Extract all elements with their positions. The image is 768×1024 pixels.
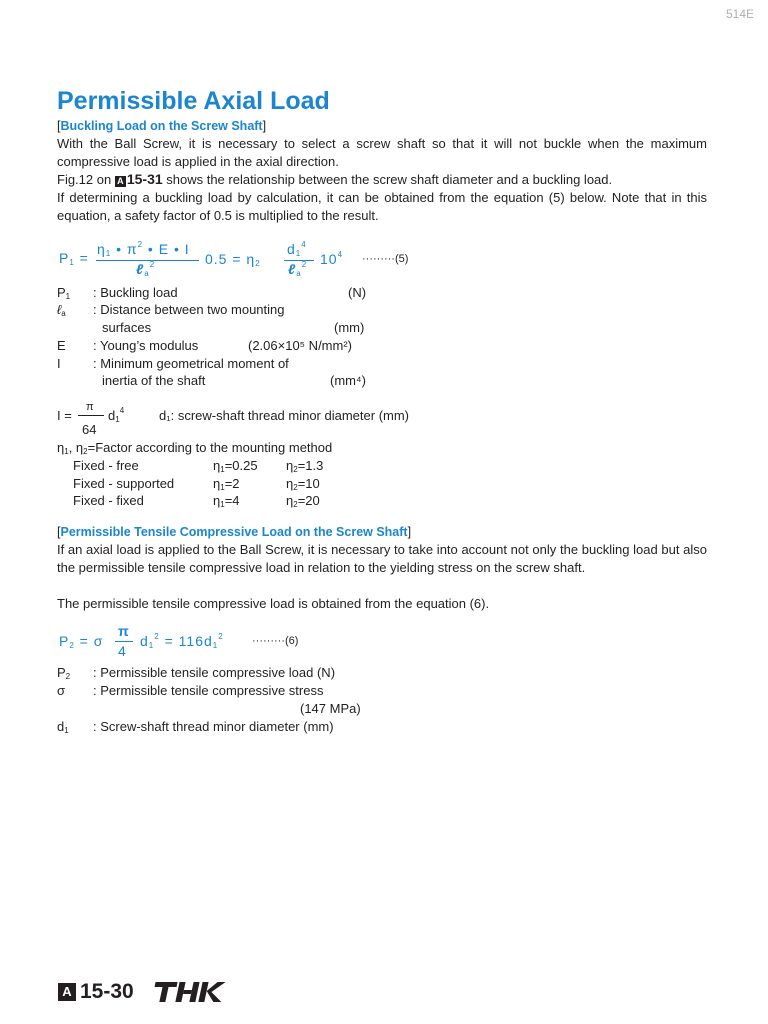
thk-logo-icon	[150, 980, 228, 1004]
page-title: Permissible Axial Load	[57, 87, 330, 115]
section-a-icon: A	[115, 176, 126, 187]
svg-text:THK: THK	[150, 980, 152, 981]
equation-number: (5)	[394, 253, 409, 265]
page-code: 514E	[725, 7, 754, 21]
factor-eta1: $\eta_1=2$	[213, 476, 240, 492]
definition-item: I	[57, 356, 61, 371]
definition-item: $P_2$	[57, 665, 71, 681]
section-heading-tensile: [Permissible Tensile Compressive Load on the Screw Shaft]	[57, 525, 412, 539]
factor-method: Fixed - free	[73, 458, 139, 473]
thk-logo	[150, 980, 228, 1004]
paragraph: If determining a buckling load by calculation, it can be obtained from the equation (5) below. Note that in this equation, a safety factor of 0.5 is multiplied to the result.	[57, 190, 707, 223]
definition-desc: : Minimum geometrical moment of	[93, 356, 289, 371]
inertia-note: d₁: screw-shaft thread minor diameter (mm)	[159, 408, 410, 423]
definition-item: E	[57, 338, 66, 353]
factor-eta2: $\eta_2=1.3$	[286, 458, 324, 474]
section-heading-buckling: [Buckling Load on the Screw Shaft]	[57, 119, 267, 133]
definition-desc: : Screw-shaft thread minor diameter (mm)	[93, 719, 334, 734]
section-a-icon: A	[58, 983, 76, 1001]
paragraph: With the Ball Screw, it is necessary to select a screw shaft so that it will not buckle when the maximum compressive load is applied in the axial direction.	[57, 136, 707, 169]
definition-desc-cont: surfaces	[102, 320, 152, 335]
factor-intro: $\eta_1$, $\eta_2=Factor$ according to the mounting method	[57, 440, 333, 456]
factor-eta2: $\eta_2=20$	[286, 493, 320, 509]
factor-eta2: $\eta_2=10$	[286, 476, 320, 492]
definition-item: ℓ$_a$	[57, 302, 66, 318]
definition-unit: (mm⁴)	[330, 373, 366, 388]
page-number: 15-30	[80, 980, 134, 1003]
factor-method: Fixed - supported	[73, 476, 175, 491]
definition-desc: : Young’s modulus	[93, 338, 199, 353]
paragraph-fig-ref: Fig.12 on A 15-31 shows the relationship between the screw shaft diameter and a buckling load.	[57, 171, 613, 187]
paragraph: If an axial load is applied to the Ball Screw, it is necessary to take into account not only the buckling load but also the permissible tensile compressive load in relation to the yielding stress on the screw shaft.	[57, 542, 707, 575]
definition-desc: : Buckling load	[93, 285, 178, 300]
paragraph: The permissible tensile compressive load is obtained from the equation (6).	[57, 596, 490, 611]
definition-item: σ	[57, 683, 66, 698]
definition-desc: : Permissible tensile compressive stress	[93, 683, 324, 698]
definition-desc-cont: inertia of the shaft	[102, 373, 206, 388]
definition-unit: (2.06×10⁵ N/mm²)	[248, 338, 352, 353]
definition-desc: : Distance between two mounting	[93, 302, 285, 317]
definition-unit: (147 MPa)	[300, 701, 361, 716]
definition-item: $P_1$	[57, 285, 71, 301]
figure-link[interactable]: 15-31	[126, 171, 163, 187]
definition-unit: (mm)	[334, 320, 365, 335]
factor-eta1: $\eta_1=0.25$	[213, 458, 258, 474]
equation-number: (6)	[284, 635, 299, 647]
factor-method: Fixed - fixed	[73, 493, 144, 508]
definition-item: $d_1$	[57, 719, 69, 735]
definition-desc: : Permissible tensile compressive load (N)	[93, 665, 336, 680]
definition-unit: (N)	[348, 285, 367, 300]
factor-eta1: $\eta_1=4$	[213, 493, 240, 509]
